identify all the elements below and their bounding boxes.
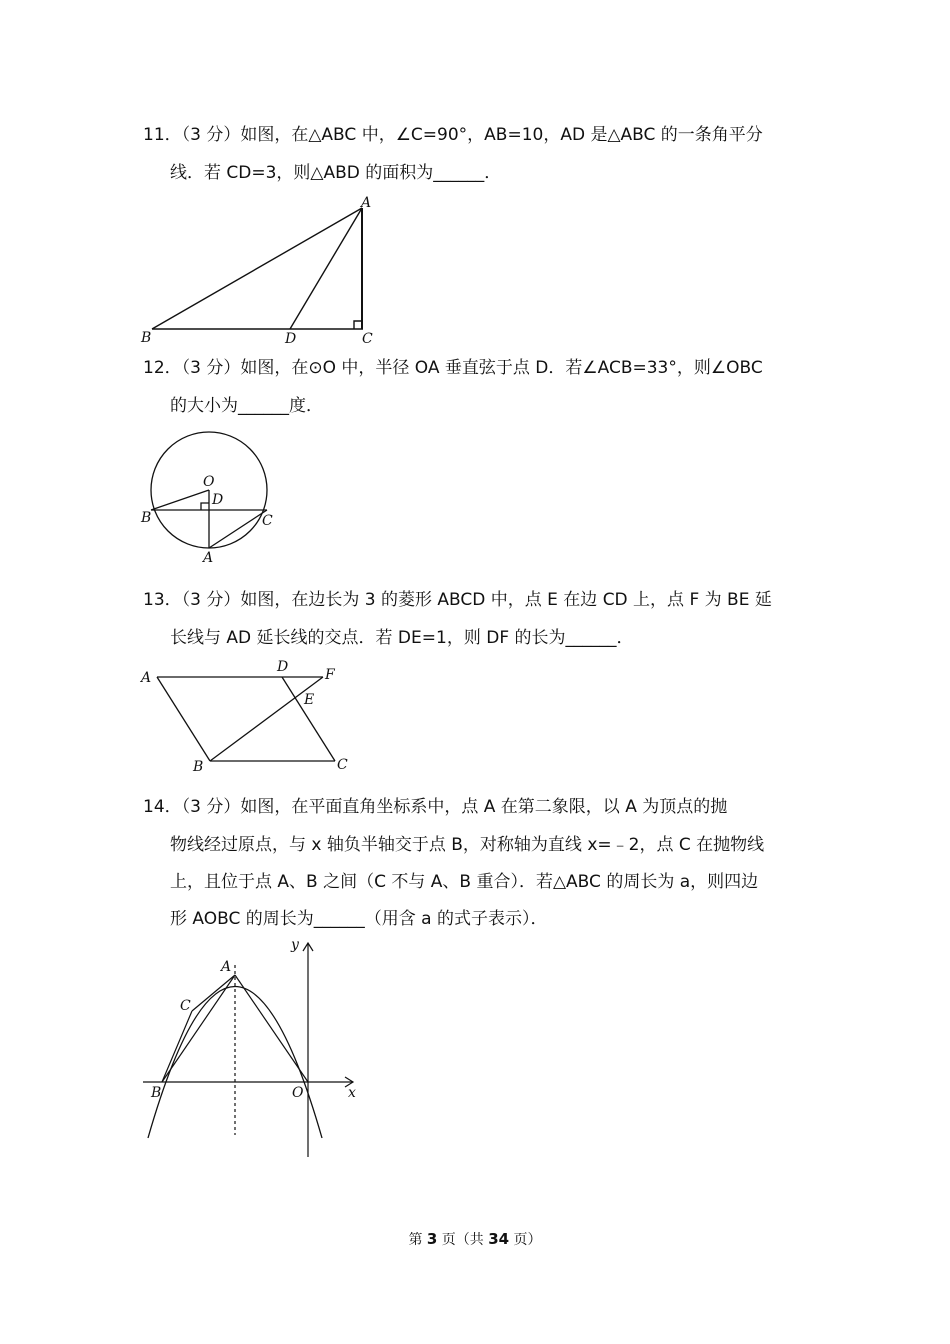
q12-label-O: O: [203, 474, 215, 490]
q13-label-B: B: [193, 759, 204, 775]
q11-text-line1: 11．（3 分）如图，在△ABC 中，∠C=90°，AB=10，AD 是△ABC 的一条角平分: [143, 125, 763, 145]
page-footer: [0, 1229, 950, 1249]
q14-segment-AO: [235, 975, 308, 1082]
q13-label-C: C: [337, 757, 348, 773]
q11-right-angle-mark: [354, 321, 362, 329]
q12-text-line1: 12．（3 分）如图，在⊙O 中，半径 OA 垂直弦于点 D．若∠ACB=33°，则∠OBC: [143, 358, 763, 378]
footer-total-pages: 34: [488, 1230, 510, 1248]
q14-segment-AB: [162, 975, 235, 1082]
footer-post: 页）: [509, 1232, 542, 1248]
q12-figure: [135, 424, 285, 564]
q13-text-line2: 长线与 AD 延长线的交点．若 DE=1，则 DF 的长为______．: [170, 628, 634, 648]
q13-figure: [135, 657, 365, 777]
q14-label-A: A: [221, 959, 232, 975]
q12-label-C: C: [262, 513, 273, 529]
q11-label-C: C: [362, 331, 373, 347]
q11-label-D: D: [285, 331, 297, 347]
q11-label-A: A: [361, 195, 372, 211]
q11-segment-AB: [152, 208, 362, 329]
q14-label-B: B: [151, 1085, 162, 1101]
q13-label-D: D: [277, 659, 289, 675]
q13-label-F: F: [325, 667, 335, 683]
q13-segment-DC: [282, 677, 335, 761]
q13-label-A: A: [141, 670, 152, 686]
q11-label-B: B: [141, 330, 152, 346]
q11-figure: [135, 192, 385, 352]
q14-label-y: y: [291, 937, 299, 953]
footer-pre: 第: [408, 1232, 427, 1248]
q12-segment-AC: [209, 510, 267, 548]
q14-segment-BC: [162, 1011, 192, 1082]
q14-text-line2: 物线经过原点，与 x 轴负半轴交于点 B，对称轴为直线 x=﹣2，点 C 在抛物线: [170, 835, 765, 855]
q12-segment-OB: [151, 490, 209, 510]
q13-label-E: E: [304, 692, 315, 708]
q11-text-line2: 线．若 CD=3，则△ABD 的面积为______．: [170, 163, 502, 183]
q12-right-angle-mark: [201, 503, 209, 510]
footer-page-number: 3: [426, 1230, 438, 1248]
q11-segment-AD: [290, 208, 362, 329]
q14-label-C: C: [180, 998, 191, 1014]
q12-label-D: D: [212, 492, 224, 508]
q12-label-A: A: [203, 550, 214, 564]
q12-label-B: B: [141, 510, 152, 526]
q14-text-line3: 上，且位于点 A、B 之间（C 不与 A、B 重合）．若△ABC 的周长为 a，则四边: [170, 872, 759, 892]
q12-text-line2: 的大小为______度．: [170, 396, 323, 416]
q13-text-line1: 13．（3 分）如图，在边长为 3 的菱形 ABCD 中，点 E 在边 CD 上，点 F 为 BE 延: [143, 590, 772, 610]
q14-figure: [135, 935, 365, 1160]
q13-segment-BF: [210, 677, 323, 761]
footer-mid: 页（共: [437, 1232, 489, 1248]
q13-segment-AB: [157, 677, 210, 761]
q14-label-O: O: [292, 1085, 304, 1101]
q14-label-x: x: [348, 1085, 356, 1101]
q14-text-line1: 14．（3 分）如图，在平面直角坐标系中，点 A 在第二象限，以 A 为顶点的抛: [143, 797, 728, 817]
q14-text-line4: 形 AOBC 的周长为______（用含 a 的式子表示）．: [170, 909, 548, 929]
